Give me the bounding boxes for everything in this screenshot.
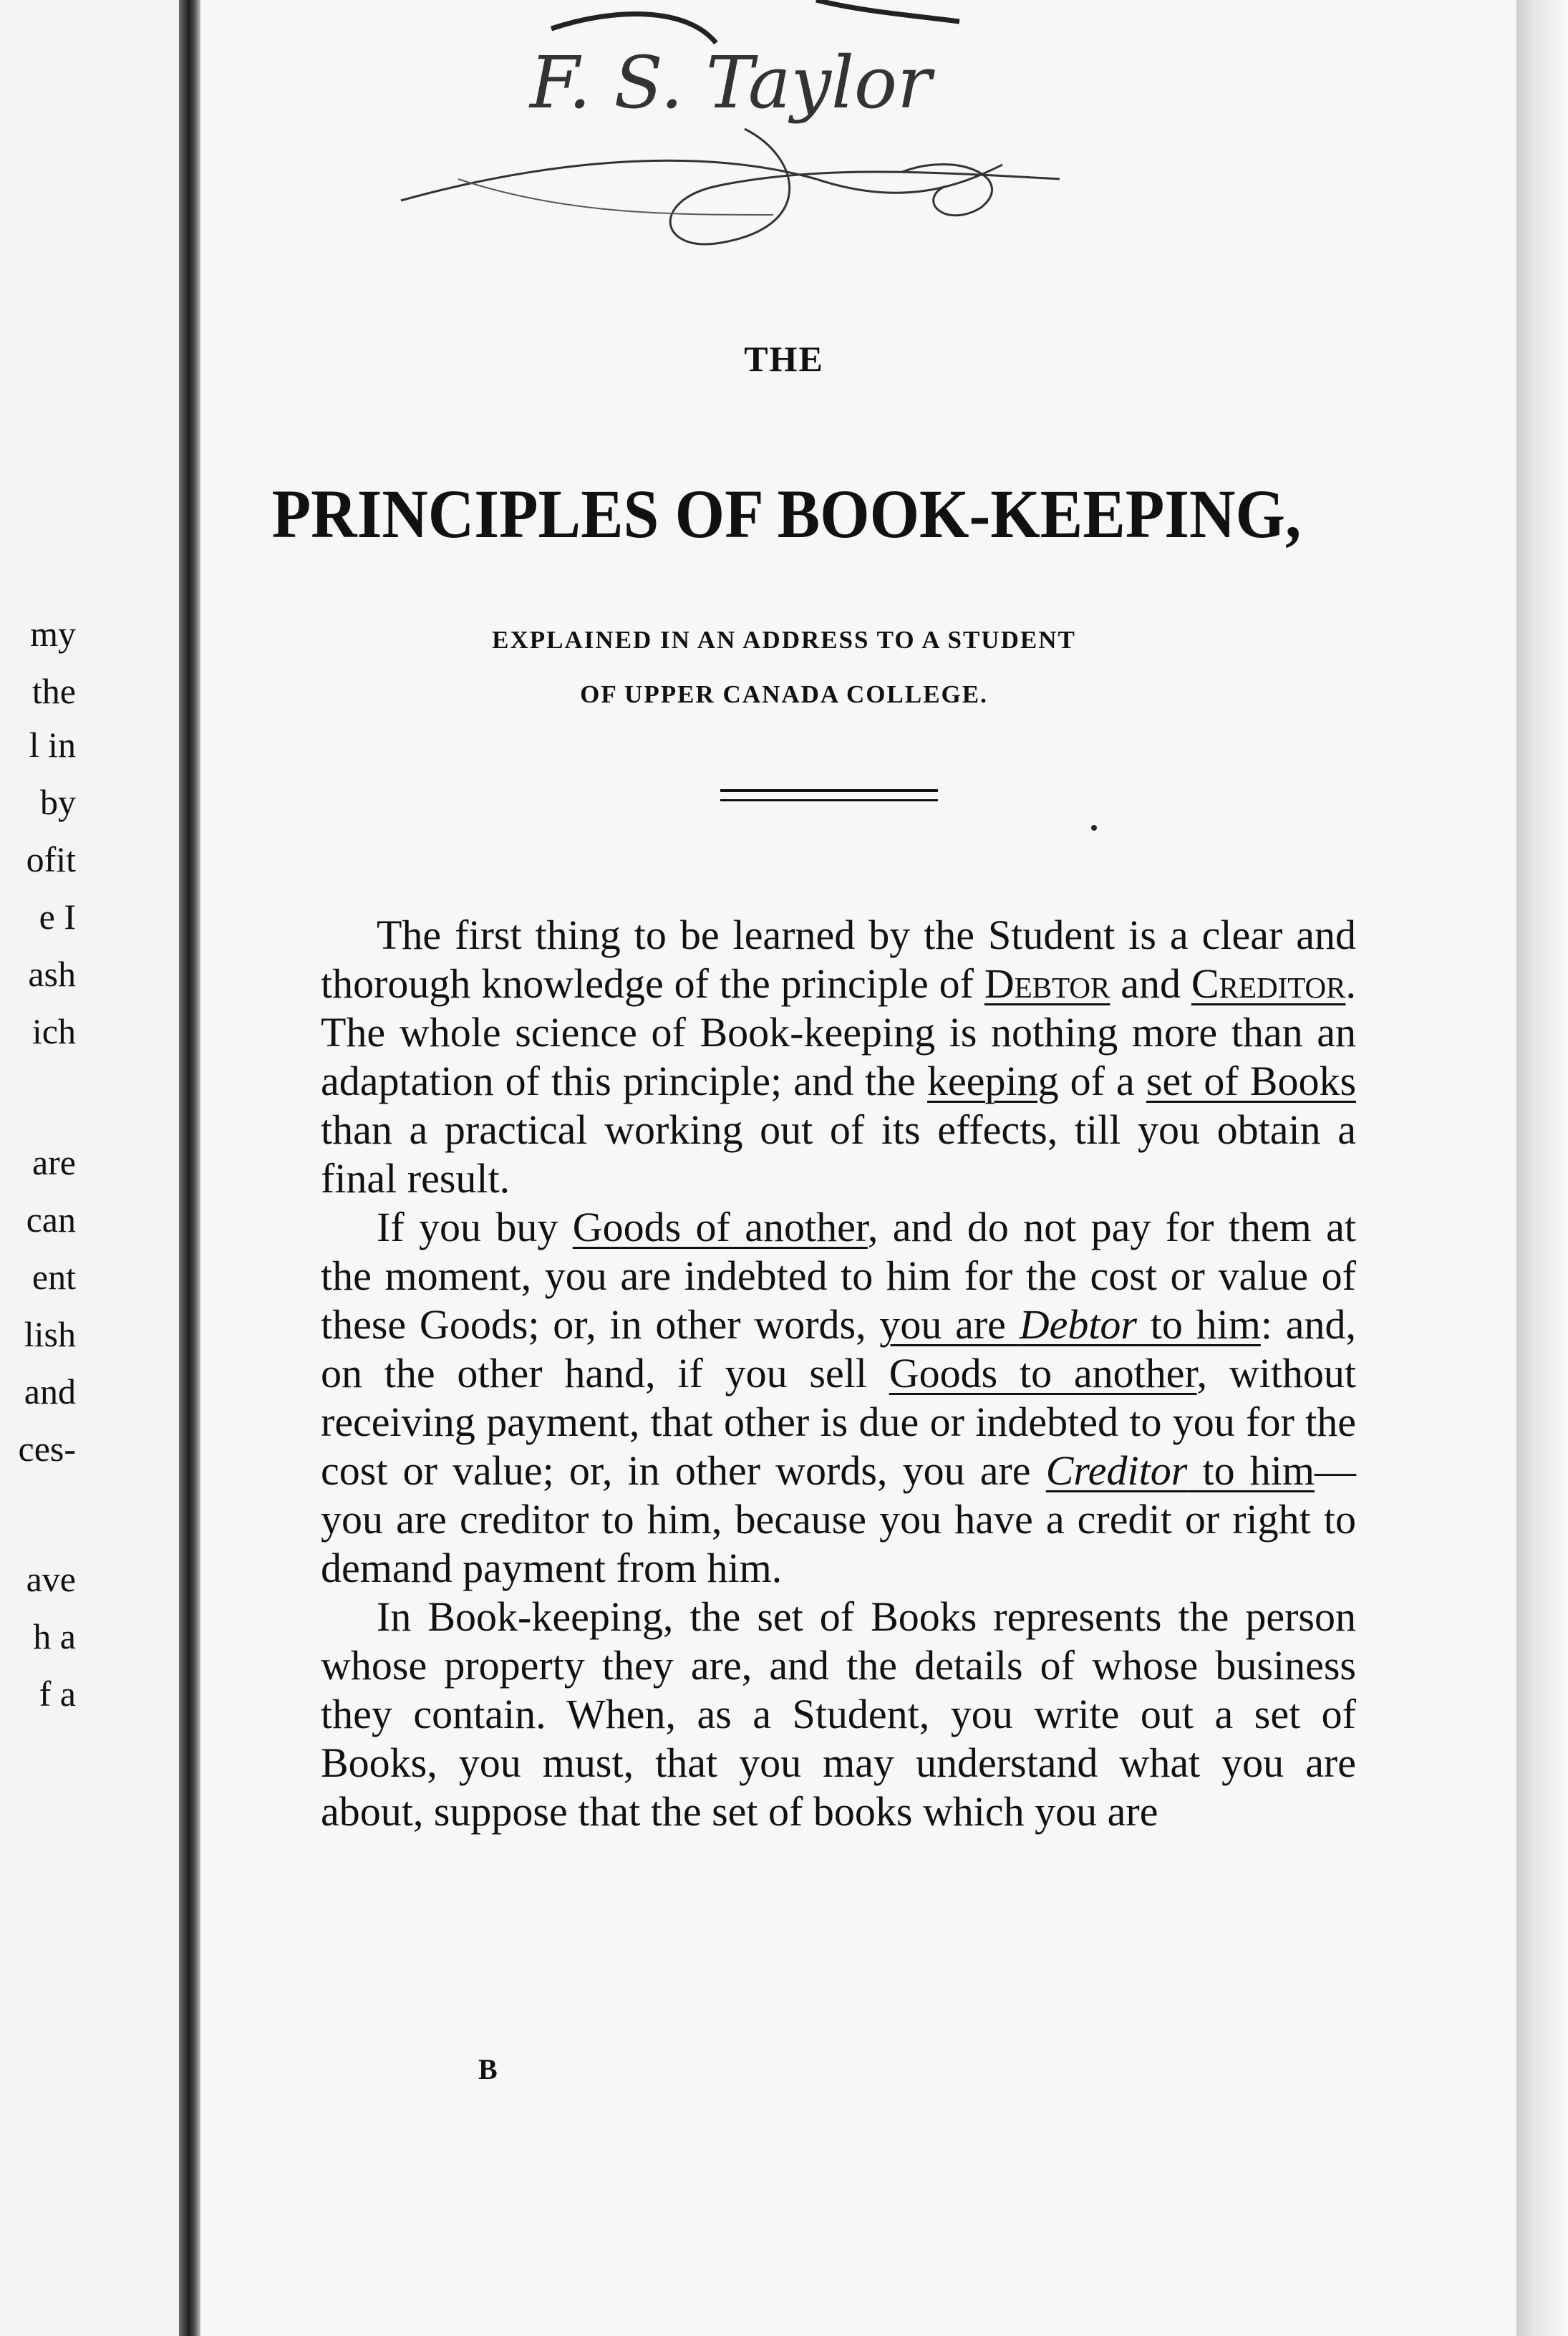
underlined-to-him: to him [1137,1301,1261,1348]
prev-page-fragment: and [24,1371,76,1411]
term-creditor: Creditor [1191,960,1346,1007]
underlined-you-are: you are [879,1301,1020,1348]
prev-page-fragment: ash [28,954,76,994]
text-run: than a practical working out of its effects, till you obtain a final result. [321,1106,1356,1202]
text-run: . The whole science of Book-keeping is nothing more than an adaptation of this principle; and the [321,960,1357,1104]
paragraph-2 [321,1203,1356,1593]
prev-page-fragment: ces- [18,1429,76,1469]
prev-page-fragment: the [32,671,76,711]
prev-page-fragment: ich [32,1011,76,1051]
text-run: of a [1058,1058,1146,1104]
prev-page-fragment: h a [33,1616,76,1656]
text-run: : and, on the other hand, if you sell [321,1301,1357,1396]
prev-page-fragment: ent [32,1257,76,1297]
subtitle-line-1: EXPLAINED IN AN ADDRESS TO A STUDENT [492,626,1076,654]
prev-page-fragment: ave [26,1559,76,1599]
underlined-goods-to-another: Goods to another [889,1350,1197,1396]
handwritten-signature [315,0,1289,301]
underlined-set-of-books: set of Books [1146,1058,1357,1104]
prev-page-fragment: ofit [26,839,76,879]
text-run: —you are creditor to him, because you have a credit or right to demand payment from him. [321,1447,1357,1591]
prev-page-fragment: my [30,614,76,654]
text-run: The first thing to be learned by the Student is a clear and thorough knowledge of the principle of [321,912,1356,1007]
prev-page-fragment: by [40,782,76,822]
underlined-goods-of-another: Goods of another [572,1204,868,1250]
subtitle-line-2: OF UPPER CANADA COLLEGE. [580,680,988,708]
page-title: PRINCIPLES OF BOOK-KEEPING, [271,476,1302,552]
body-text [321,911,1356,1836]
paragraph-1 [321,911,1356,1203]
text-run: , and do not pay for them at the moment, you are indebted to him for the cost or value of these Goods; or, in other words, [321,1204,1356,1348]
signature-mark: B [478,2053,498,2085]
term-debtor: Debtor [984,960,1110,1007]
pre-title: THE [744,339,824,379]
italic-debtor: Debtor [1019,1301,1138,1348]
prev-page-fragment: can [26,1200,76,1240]
title-rule-top [720,789,938,792]
prev-page-fragment: f a [39,1674,76,1714]
paragraph-3: In Book-keeping, the set of Books represents the person whose property they are, and the details of whose business they contain. When, as a Student, you write out a set of Books, you must, that you may understand what you are about, suppose that the set of books which you are [321,1593,1356,1835]
signature-text: F. S. Taylor [530,41,931,125]
underlined-to-him: to him [1187,1447,1315,1494]
prev-page-fragment: e I [39,897,76,937]
prev-page-fragment: are [32,1142,76,1182]
italic-creditor: Creditor [1045,1447,1188,1494]
prev-page-fragment: lish [24,1314,76,1354]
title-rule-bottom [720,799,938,801]
text-run: and [1110,960,1191,1007]
text-run: If you buy [377,1204,573,1250]
prev-page-fragment: l in [29,725,76,765]
underlined-keeping: keeping [926,1058,1059,1104]
text-run: , without receiving payment, that other is due or indebted to you for the cost or value; or, in other words, you are [321,1350,1356,1494]
stray-mark [1091,825,1097,831]
